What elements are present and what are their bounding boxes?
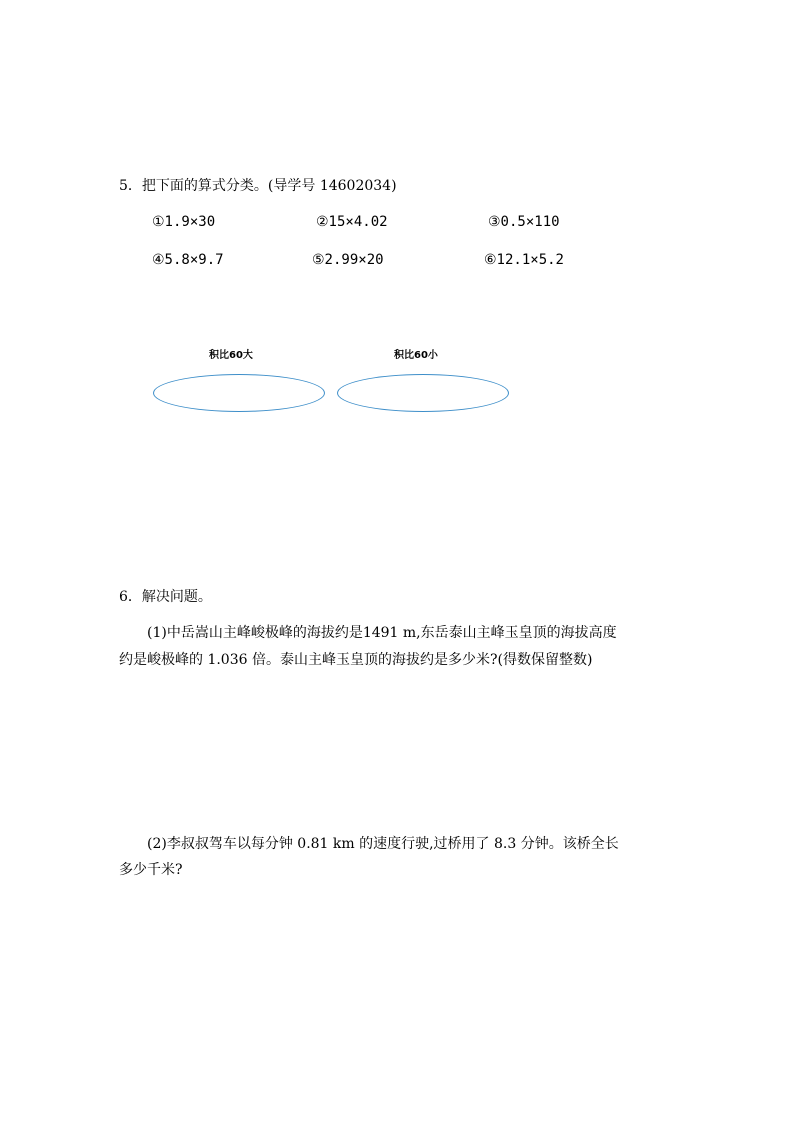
group-ellipse-greater	[153, 374, 325, 412]
group-label-greater: 积比60大	[209, 350, 253, 361]
expression-5: ⑤2.99×20	[312, 252, 384, 268]
expression-4: ④5.8×9.7	[152, 252, 224, 268]
q6-part1-line2: 约是峻极峰的 1.036 倍。泰山主峰玉皇顶的海拔约是多少米?(得数保留整数)	[119, 652, 593, 668]
q6-part1-line1: (1)中岳嵩山主峰峻极峰的海拔约是1491 m,东岳泰山主峰玉皇顶的海拔高度	[147, 625, 617, 641]
group-ellipse-less	[337, 374, 509, 412]
q5-title: 5．把下面的算式分类。(导学号 14602034)	[119, 178, 397, 194]
q6-part2-line2: 多少千米?	[119, 862, 183, 878]
expression-6: ⑥12.1×5.2	[484, 252, 564, 268]
q6-title: 6．解决问题。	[119, 589, 212, 605]
expression-2: ②15×4.02	[316, 214, 388, 230]
expression-3: ③0.5×110	[488, 214, 560, 230]
expression-1: ①1.9×30	[152, 214, 216, 230]
group-label-less: 积比60小	[394, 350, 438, 361]
q6-part2-line1: (2)李叔叔驾车以每分钟 0.81 km 的速度行驶,过桥用了 8.3 分钟。该桥全长	[147, 836, 619, 852]
